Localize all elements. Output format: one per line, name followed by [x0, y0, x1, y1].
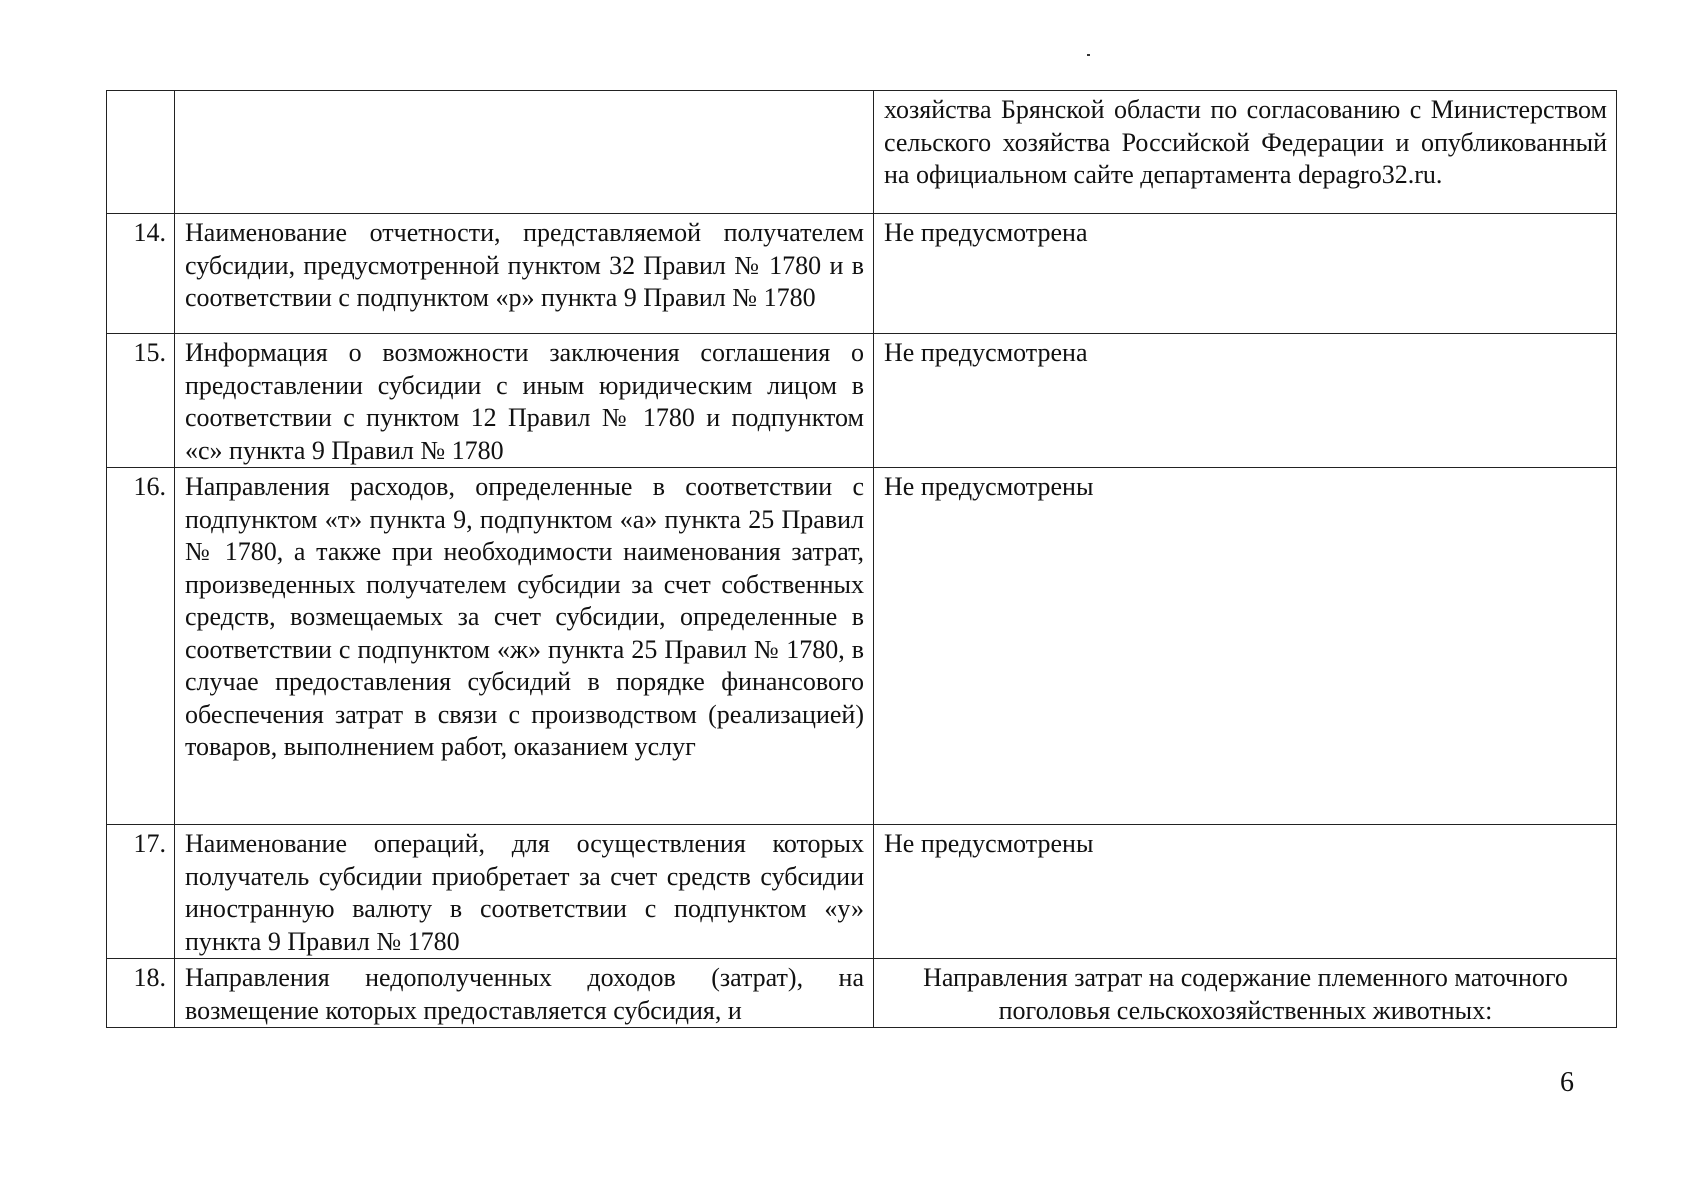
- row-number: 14.: [107, 214, 175, 334]
- table-row: [107, 468, 1617, 825]
- row-value: Не предусмотрены: [874, 468, 1617, 825]
- table-row: [107, 825, 1617, 959]
- row-number: 15.: [107, 334, 175, 468]
- row-name: Наименование операций, для осуществления которых получатель субсидии приобретает за счет средств субсидии иностранную валюту в соответствии с подпунктом «у» пункта 9 Правил № 1780: [175, 825, 874, 959]
- page-number: 6: [1560, 1067, 1574, 1098]
- row-value: хозяйства Брянской области по согласованию с Министерством сельского хозяйства Российской Федерации и опубликованный на официальном сайте департамента depagro32.ru.: [874, 91, 1617, 214]
- row-value: Не предусмотрена: [874, 214, 1617, 334]
- row-number: 16.: [107, 468, 175, 825]
- row-number: 17.: [107, 825, 175, 959]
- row-name: Информация о возможности заключения соглашения о предоставлении субсидии с иным юридическим лицом в соответствии с пунктом 12 Правил № 1780 и подпунктом «с» пункта 9 Правил № 1780: [175, 334, 874, 468]
- table-row: [107, 959, 1617, 1028]
- table-row: [107, 334, 1617, 468]
- row-number: [107, 91, 175, 214]
- row-name: Направления расходов, определенные в соответствии с подпунктом «т» пункта 9, подпунктом «а» пункта 25 Правил № 1780, а также при необходимости наименования затрат, произведенных получателем субсидии за счет собственных средств, возмещаемых за счет субсидии, определенные в соответствии с подпунктом «ж» пункта 25 Правил № 1780, в случае предоставления субсидий в порядке финансового обеспечения затрат в связи с производством (реализацией) товаров, выполнением работ, оказанием услуг: [175, 468, 874, 825]
- row-name: [175, 91, 874, 214]
- row-name: Направления недополученных доходов (затрат), на возмещение которых предоставляется субсидия, и: [175, 959, 874, 1028]
- document-table: [106, 90, 1617, 1028]
- row-value: Направления затрат на содержание племенного маточного поголовья сельскохозяйственных животных:: [874, 959, 1617, 1028]
- row-number: 18.: [107, 959, 175, 1028]
- row-value: Не предусмотрены: [874, 825, 1617, 959]
- row-name: Наименование отчетности, представляемой получателем субсидии, предусмотренной пунктом 32 Правил № 1780 и в соответствии с подпунктом «р» пункта 9 Правил № 1780: [175, 214, 874, 334]
- table-row: [107, 91, 1617, 214]
- row-value: Не предусмотрена: [874, 334, 1617, 468]
- scan-speck: [1087, 54, 1090, 56]
- table-row: [107, 214, 1617, 334]
